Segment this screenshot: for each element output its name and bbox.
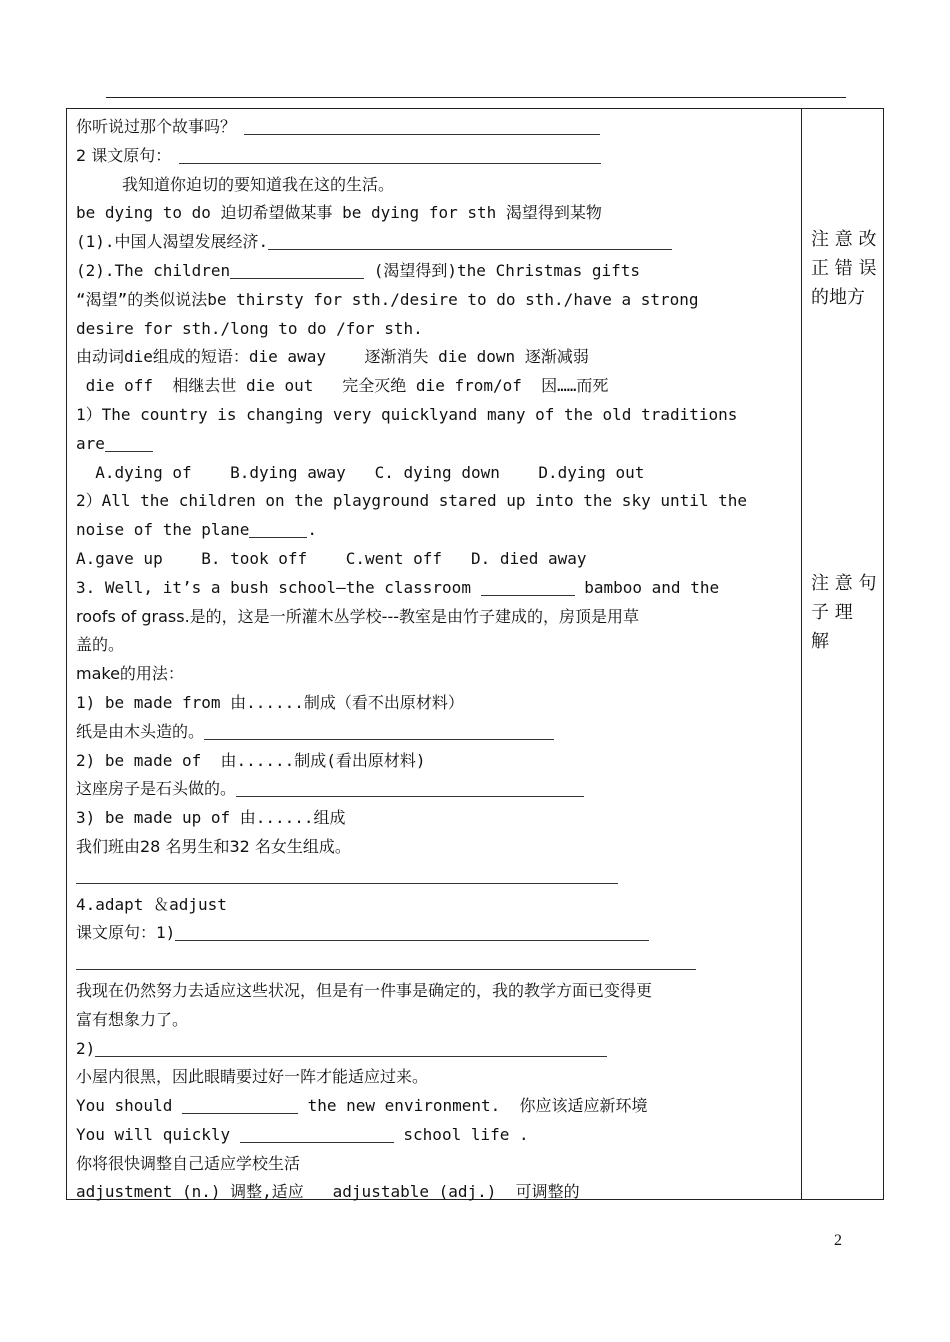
text-line: roofs of grass.是的，这是一所灌木丛学校---教室是由竹子建成的，房顶是用草 <box>76 606 639 626</box>
text-line: You will quickly school life . <box>76 1124 529 1144</box>
answer-blank[interactable] <box>236 778 584 797</box>
text-line: 我知道你迫切的要知道我在这的生活。 <box>122 174 395 194</box>
worksheet-table <box>66 108 884 1200</box>
text-line: 2 课文原句： <box>76 142 791 171</box>
answer-blank[interactable] <box>175 922 649 941</box>
text-line: 课文原句：1) <box>76 919 791 948</box>
text-line: make的用法： <box>76 664 184 684</box>
text-line: (2).The children (渴望得到)the Christmas gifts <box>76 260 641 280</box>
side-note-line: 正 错 误 <box>811 258 877 279</box>
text-line: noise of the plane . <box>76 520 318 540</box>
answer-blank[interactable] <box>230 260 364 279</box>
main-column <box>76 113 791 1207</box>
answer-blank[interactable] <box>244 116 600 135</box>
side-note-line: 的地方 <box>811 287 865 308</box>
text-line: You should the new environment. 你应该适应新环境 <box>76 1096 648 1116</box>
answer-blank[interactable] <box>204 721 554 740</box>
text-line: 我们班由28 名男生和32 名女生组成。 <box>76 836 351 856</box>
text-line <box>76 862 791 891</box>
text-line: 富有想象力了。 <box>76 1009 189 1029</box>
text-line: 小屋内很黑，因此眼睛要过好一阵才能适应过来。 <box>76 1067 429 1087</box>
text-line: 4.adapt ＆adjust <box>76 894 227 914</box>
text-line: 你听说过那个故事吗？ <box>76 113 791 142</box>
answer-blank[interactable] <box>76 951 696 970</box>
answer-blank[interactable] <box>76 865 618 884</box>
answer-blank[interactable] <box>240 1124 394 1143</box>
text-line: 2）All the children on the playground stared up into the sky until the <box>76 491 748 511</box>
text-line: 3. Well, it’s a bush school—the classroom bamboo and the <box>76 577 720 597</box>
text-line: 1) be made from 由......制成（看不出原材料） <box>76 692 464 712</box>
text-line: 3) be made up of 由......组成 <box>76 808 346 828</box>
text-line: are <box>76 430 791 459</box>
text-line: 1）The country is changing very quicklyand many of the old traditions <box>76 404 738 424</box>
text-line: 纸是由木头造的。 <box>76 718 791 747</box>
text-line: be dying to do 迫切希望做某事 be dying for sth 渴望得到某物 <box>76 203 602 223</box>
text-line: A.dying of B.dying away C. dying down D.dying out <box>76 462 645 482</box>
text-line: die off 相继去世 die out 完全灭绝 die from/of 因……而死 <box>76 376 609 396</box>
text-line: 2) be made of 由......制成(看出原材料) <box>76 750 426 770</box>
column-divider <box>801 109 802 1199</box>
side-note-line: 注 意 改 <box>811 229 877 250</box>
side-note-line: 子 理 <box>811 602 853 623</box>
answer-blank[interactable] <box>179 145 601 164</box>
text-line: 这座房子是石头做的。 <box>76 775 791 804</box>
text-line: 盖的。 <box>76 635 125 655</box>
text-line: 由动词die组成的短语：die away 逐渐消失 die down 逐渐减弱 <box>76 347 589 367</box>
text-line: (1).中国人渴望发展经济. <box>76 228 791 257</box>
answer-blank[interactable] <box>95 1038 607 1057</box>
text-line: desire for sth./long to do /for sth. <box>76 318 423 338</box>
side-note-line: 注 意 句 <box>811 573 877 594</box>
answer-blank[interactable] <box>268 231 672 250</box>
text-line: 你将很快调整自己适应学校生活 <box>76 1153 301 1173</box>
side-note-line: 解 <box>811 631 829 652</box>
answer-blank[interactable] <box>105 433 153 452</box>
side-note-2 <box>811 569 877 656</box>
answer-blank[interactable] <box>481 577 575 596</box>
text-line: 2) <box>76 1035 791 1064</box>
text-line: 我现在仍然努力去适应这些状况，但是有一件事是确定的，我的教学方面已变得更 <box>76 980 653 1000</box>
text-line: “渴望”的类似说法be thirsty for sth./desire to do sth./have a strong <box>76 289 699 309</box>
text-line: adjustment (n.) 调整,适应 adjustable (adj.) 可调整的 <box>76 1182 580 1202</box>
text-line <box>76 948 791 977</box>
answer-blank[interactable] <box>249 519 307 538</box>
text-line: A.gave up B. took off C.went off D. died away <box>76 548 587 568</box>
header-rule <box>106 97 846 98</box>
side-note-1 <box>811 225 877 312</box>
page-number: 2 <box>834 1232 842 1249</box>
answer-blank[interactable] <box>182 1095 298 1114</box>
